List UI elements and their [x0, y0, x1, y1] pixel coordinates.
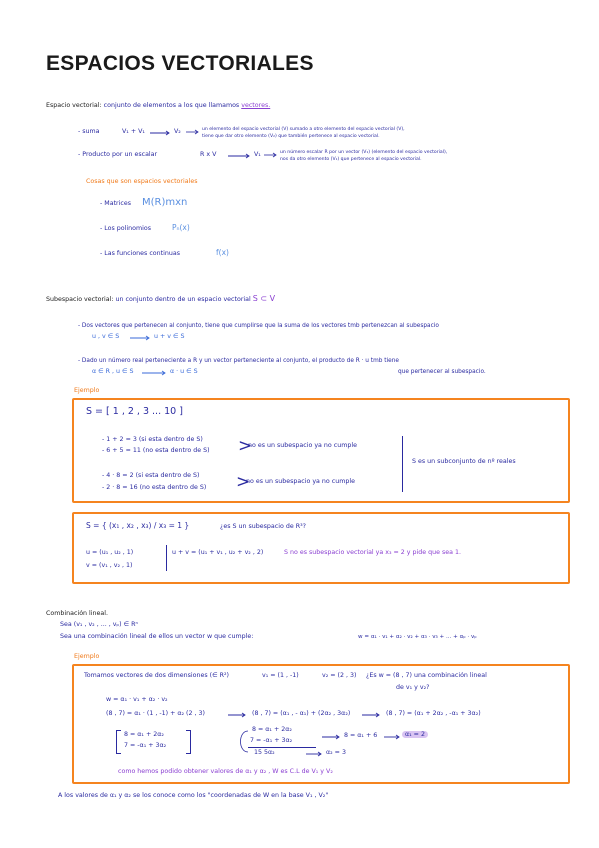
- ex1-line-3: - 4 · 8 = 2 (si esta dentro de S): [102, 472, 200, 479]
- comb-example-box: [72, 664, 570, 784]
- ex2-question: ¿es S un subespacio de R³?: [220, 523, 306, 530]
- ex1-set: S = [ 1 , 2 , 3 ... 10 ]: [86, 406, 183, 417]
- sub-b1-l2a: u , v ∈ S: [92, 333, 120, 340]
- ex2-sum: u + v = (u₁ + v₁ , u₂ + v₂ , 2): [172, 549, 264, 556]
- prod-bullet: - Producto por un escalar: [78, 151, 158, 158]
- sub-b2-l2c: que pertenecer al subespacio.: [398, 369, 486, 375]
- ev-term: Espacio vectorial:: [46, 102, 102, 109]
- suma-result: V₂: [174, 128, 181, 135]
- comb-sea: Sea (v₁ , v₂ , ... , vₚ) ∈ Rⁿ: [60, 621, 138, 628]
- ex1-right-note: S es un subconjunto de nº reales: [412, 458, 516, 465]
- suma-arrow-icon: [150, 131, 172, 137]
- comb-solve-curve-icon: [236, 728, 250, 756]
- ex2-u: u = (u₁ , u₂ , 1): [86, 549, 134, 556]
- sub-b2-l2b: α · u ∈ S: [170, 368, 198, 375]
- item-funciones-label: - Las funciones continuas: [100, 250, 180, 257]
- prod-formula: R x V: [200, 151, 217, 158]
- comb-ejemplo-label: Ejemplo: [74, 653, 100, 660]
- ex1-conclusion-1: no es un subespacio ya no cumple: [248, 442, 357, 449]
- item-matrices-label: - Matrices: [100, 200, 131, 207]
- comb-ex-eq3: (8 , 7) = (α₁ , - α₁) + (2α₂ , 3α₂): [252, 710, 351, 717]
- ev-def-text: conjunto de elementos a los que llamamos: [103, 102, 240, 109]
- comb-solve-arrow-2-icon: [322, 735, 342, 741]
- comb-ex-question-2: de v₁ y v₂?: [396, 684, 430, 691]
- sub-b2-arrow-icon: [142, 371, 168, 377]
- suma-bullet: - suma: [78, 128, 100, 135]
- comb-sys-bracket-left: [116, 730, 121, 754]
- comb-solve-3-result: α₂ = 3: [326, 749, 346, 756]
- comb-def-text: Sea una combinación lineal de ellos un vector w que cumple:: [60, 633, 254, 640]
- ex2-conclusion: S no es subespacio vectorial ya x₃ = 2 y pide que sea 1.: [284, 549, 462, 556]
- ev-def-word: vectores.: [241, 102, 271, 109]
- comb-ex-intro: Tomamos vectores de dos dimensiones (∈ R²): [84, 672, 229, 679]
- comb-sys-2: 7 = -α₁ + 3α₂: [124, 742, 167, 749]
- suma-desc-2: tiene que dar otro elemento (V₂) que también pertenece al espacio vectorial.: [202, 134, 380, 139]
- ex1-right-brace: [402, 436, 403, 492]
- comb-ex-question-1: ¿Es w = (8 , 7) una combinación lineal: [366, 672, 487, 679]
- sub-b1-arrow-icon: [130, 336, 152, 342]
- comb-ex-eq4: (8 , 7) = (α₁ + 2α₂ , -α₁ + 3α₂): [386, 710, 481, 717]
- comb-ex-eq1: w = α₁ · v₁ + α₂ · v₂: [106, 696, 168, 703]
- suma-desc-arrow-icon: [186, 130, 200, 136]
- sub-definition: [46, 295, 275, 304]
- item-funciones-math: f(x): [216, 248, 229, 257]
- ex1-line-1: - 1 + 2 = 3 (si esta dentro de S): [102, 436, 203, 443]
- suma-formula: V₁ + V₁: [122, 128, 145, 135]
- comb-solve-4: 8 = α₁ + 6: [344, 732, 378, 739]
- comb-ex-v2: v₂ = (2 , 3): [322, 672, 357, 679]
- comb-ex-eq2: (8 , 7) = α₁ · (1 , -1) + α₂ (2 , 3): [106, 710, 205, 717]
- alpha1-highlight: α₁ = 2: [402, 731, 428, 738]
- comb-ex-conclusion: como hemos podido obtener valores de α₁ y α₂ , W es C.L de V₁ y V₂: [118, 768, 333, 775]
- prod-desc-1: un número escalar R por un vector (V₁) (elemento del espacio vectorial),: [280, 150, 448, 155]
- page-title: ESPACIOS VECTORIALES: [46, 52, 314, 75]
- prod-desc-2: nos da otro elemento (V₁) que pertenece al espacio vectorial.: [280, 157, 422, 162]
- sub-ejemplo-label: Ejemplo: [74, 387, 100, 394]
- item-matrices-math: M(R)mxn: [142, 197, 188, 208]
- comb-sys-1: 8 = α₁ + 2α₂: [124, 731, 164, 738]
- comb-solve-3: 15 5α₂: [254, 749, 275, 756]
- ex2-set: S = { (x₁ , x₂ , x₃) / x₃ = 1 }: [86, 521, 190, 530]
- prod-desc-arrow-icon: [264, 153, 278, 159]
- ex1-line-4: - 2 · 8 = 16 (no esta dentro de S): [102, 484, 207, 491]
- suma-desc-1: un elemento del espacio vectorial (V) sumado a otro elemento del espacio vectorial (V),: [202, 127, 405, 132]
- sub-b1-l1: - Dos vectores que pertenecen al conjunto, tiene que cumplirse que la suma de los vectores tmb pertenezcan al subespacio: [78, 323, 439, 329]
- sub-term: Subespacio vectorial:: [46, 296, 114, 303]
- sub-symbol: S ⊂ V: [252, 294, 276, 303]
- ev-definition: [46, 102, 270, 110]
- comb-def-formula: w = α₁ · v₁ + α₂ · v₂ + α₃ · v₃ + ... + αₚ · vₚ: [358, 634, 477, 640]
- ex1-brace-1: >: [238, 436, 253, 456]
- comb-term: Combinación lineal.: [46, 610, 109, 617]
- comb-solve-arrow-3-icon: [384, 735, 402, 741]
- ex2-v: v = (v₁ , v₂ , 1): [86, 562, 133, 569]
- ex1-conclusion-2: no es un subespacio ya no cumple: [246, 478, 355, 485]
- comb-solve-4-result: [402, 731, 428, 739]
- ex1-brace-2: >: [236, 472, 251, 492]
- comb-sys-bracket-right: [186, 730, 191, 754]
- comb-footnote: A los valores de α₁ y α₂ se los conoce como los "coordenadas de W en la base V₁ , V₂": [58, 792, 329, 799]
- comb-solve-divider: [248, 747, 316, 748]
- sub-b1-l2b: u + v ∈ S: [154, 333, 185, 340]
- prod-arrow-icon: [228, 154, 252, 160]
- comb-eq-arrow-2-icon: [362, 713, 382, 719]
- comb-eq-arrow-1-icon: [228, 713, 248, 719]
- sub-b2-l1: - Dado un número real perteneciente a R y un vector perteneciente al conjunto, el producto de R · u tmb tiene: [78, 358, 399, 364]
- comb-solve-1: 8 = α₁ + 2α₂: [252, 726, 292, 733]
- item-polinomios-label: - Los polinomios: [100, 225, 152, 232]
- ex1-line-2: - 6 + 5 = 11 (no esta dentro de S): [102, 447, 210, 454]
- prod-result: V₁: [254, 151, 261, 158]
- item-polinomios-math: Pₙ(x): [172, 223, 190, 232]
- comb-solve-2: 7 = -α₁ + 3α₂: [250, 737, 293, 744]
- sub-b2-l2a: α ∈ R , u ∈ S: [92, 368, 134, 375]
- comb-ex-v1: v₁ = (1 , -1): [262, 672, 299, 679]
- sub-def-text: un conjunto dentro de un espacio vectorial: [115, 296, 251, 303]
- cosas-heading: Cosas que son espacios vectoriales: [86, 178, 198, 185]
- comb-solve-arrow-1-icon: [306, 752, 324, 758]
- ex2-divider: [166, 545, 167, 571]
